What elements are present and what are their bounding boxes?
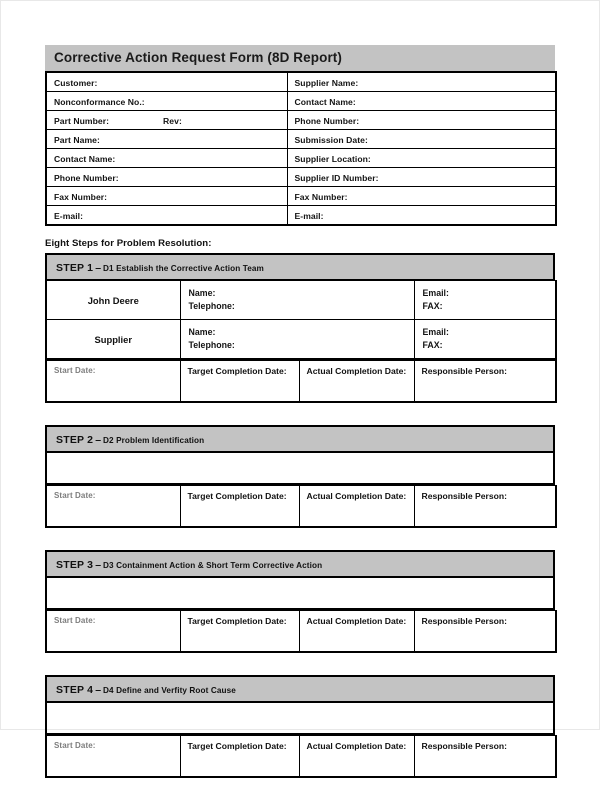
actual-completion-date-cell[interactable] xyxy=(299,361,414,403)
table-row xyxy=(46,736,556,778)
step-block-3 xyxy=(45,550,555,653)
label-text: Supplier Name: xyxy=(294,77,359,88)
step-1-title: D1 Establish the Corrective Action Team xyxy=(103,264,264,273)
step-2-freetext-table xyxy=(45,452,555,485)
responsible-person-label: Responsible Person: xyxy=(421,616,507,626)
eight-steps-caption: Eight Steps for Problem Resolution: xyxy=(45,238,212,249)
label-text: Fax Number: xyxy=(54,191,108,202)
field-label-phone-number-left[interactable] xyxy=(46,168,287,187)
target-completion-date-label: Target Completion Date: xyxy=(187,491,287,501)
label-text: Contact Name: xyxy=(54,153,116,164)
responsible-person-cell[interactable] xyxy=(414,486,556,528)
step-2-title: D2 Problem Identification xyxy=(103,436,205,445)
step-1-date-row xyxy=(45,360,557,403)
target-completion-date-cell[interactable] xyxy=(180,736,299,778)
target-completion-date-label: Target Completion Date: xyxy=(187,366,287,376)
step-2-number: STEP 2 xyxy=(56,434,94,446)
label-text: Phone Number: xyxy=(54,172,119,183)
telephone-label: Telephone: xyxy=(188,340,235,350)
step-1-dash: – xyxy=(95,262,102,274)
table-row xyxy=(46,130,556,149)
form-sheet xyxy=(45,45,555,800)
start-date-label: Start Date: xyxy=(54,366,96,375)
label-text: Nonconformance No.: xyxy=(54,96,145,107)
step-2-header xyxy=(45,425,555,452)
start-date-cell[interactable] xyxy=(46,611,180,653)
form-title: Corrective Action Request Form (8D Report) xyxy=(45,45,555,71)
actual-completion-date-label: Actual Completion Date: xyxy=(306,366,407,376)
step-block-2 xyxy=(45,425,555,528)
step-3-number: STEP 3 xyxy=(56,559,94,571)
table-row xyxy=(46,111,556,130)
table-row xyxy=(46,611,556,653)
table-row xyxy=(46,703,554,735)
email-label: Email: xyxy=(422,327,449,338)
field-label-contact-name[interactable] xyxy=(287,92,556,111)
step-4-title: D4 Define and Verfity Root Cause xyxy=(103,686,236,695)
actual-completion-date-label: Actual Completion Date: xyxy=(306,616,407,626)
start-date-cell[interactable] xyxy=(46,736,180,778)
target-completion-date-cell[interactable] xyxy=(180,486,299,528)
table-row xyxy=(46,168,556,187)
label-text: Customer: xyxy=(54,77,98,88)
table-row xyxy=(46,320,556,360)
actual-completion-date-label: Actual Completion Date: xyxy=(306,491,407,501)
step-4-date-row xyxy=(45,735,557,778)
step-3-date-row xyxy=(45,610,557,653)
header-info-table xyxy=(45,71,557,226)
contact-email-fax-john-deere[interactable] xyxy=(414,281,556,320)
responsible-person-cell[interactable] xyxy=(414,736,556,778)
contact-name-telephone-supplier[interactable] xyxy=(180,320,414,360)
responsible-person-label: Responsible Person: xyxy=(421,491,507,501)
actual-completion-date-cell[interactable] xyxy=(299,611,414,653)
name-label: Name: xyxy=(188,288,216,299)
label-text: E-mail: xyxy=(54,210,84,221)
field-label-contact-name-left[interactable] xyxy=(46,149,287,168)
field-label-supplier-name[interactable] xyxy=(287,72,556,92)
step-block-1 xyxy=(45,253,555,403)
field-label-nonconformance-no[interactable] xyxy=(46,92,287,111)
label-text: Contact Name: xyxy=(294,96,356,107)
actual-completion-date-cell[interactable] xyxy=(299,486,414,528)
step-2-date-row xyxy=(45,485,557,528)
field-label-part-name[interactable] xyxy=(46,130,287,149)
step-4-number: STEP 4 xyxy=(56,684,94,696)
step-3-title: D3 Containment Action & Short Term Corrective Action xyxy=(103,561,323,570)
contact-party-john-deere: John Deere xyxy=(46,281,180,320)
contact-party-supplier: Supplier xyxy=(46,320,180,360)
email-label: Email: xyxy=(422,288,449,299)
step-3-dash: – xyxy=(95,559,102,571)
field-label-submission-date[interactable] xyxy=(287,130,556,149)
table-row xyxy=(46,453,554,485)
table-row xyxy=(46,206,556,226)
step-3-freetext-table xyxy=(45,577,555,610)
table-row xyxy=(46,486,556,528)
table-row xyxy=(46,149,556,168)
responsible-person-cell[interactable] xyxy=(414,361,556,403)
field-label-rev: Rev: xyxy=(163,115,182,126)
table-row xyxy=(46,361,556,403)
responsible-person-cell[interactable] xyxy=(414,611,556,653)
table-row xyxy=(46,578,554,610)
actual-completion-date-label: Actual Completion Date: xyxy=(306,741,407,751)
step-1-number: STEP 1 xyxy=(56,262,94,274)
label-text: Part Number: xyxy=(54,115,110,126)
step-1-contacts-table xyxy=(45,280,557,360)
field-label-supplier-id-number[interactable] xyxy=(287,168,556,187)
target-completion-date-cell[interactable] xyxy=(180,361,299,403)
start-date-label: Start Date: xyxy=(54,741,96,750)
table-row xyxy=(46,72,556,92)
fax-label: FAX: xyxy=(422,340,443,350)
name-label: Name: xyxy=(188,327,216,338)
step-4-header xyxy=(45,675,555,702)
field-label-part-number[interactable] xyxy=(46,111,287,130)
responsible-person-label: Responsible Person: xyxy=(421,741,507,751)
label-text: Submission Date: xyxy=(294,134,368,145)
step-2-freetext-area[interactable] xyxy=(46,453,554,485)
step-3-header xyxy=(45,550,555,577)
step-4-freetext-area[interactable] xyxy=(46,703,554,735)
field-label-email-left[interactable] xyxy=(46,206,287,226)
target-completion-date-cell[interactable] xyxy=(180,611,299,653)
responsible-person-label: Responsible Person: xyxy=(421,366,507,376)
field-label-customer[interactable] xyxy=(46,72,287,92)
actual-completion-date-cell[interactable] xyxy=(299,736,414,778)
contact-name-telephone-john-deere[interactable] xyxy=(180,281,414,320)
label-text: Part Name: xyxy=(54,134,100,145)
contact-email-fax-supplier[interactable] xyxy=(414,320,556,360)
target-completion-date-label: Target Completion Date: xyxy=(187,741,287,751)
label-text: Fax Number: xyxy=(294,191,348,202)
fax-label: FAX: xyxy=(422,301,443,311)
telephone-label: Telephone: xyxy=(188,301,235,311)
start-date-cell[interactable] xyxy=(46,361,180,403)
label-text: Supplier ID Number: xyxy=(294,172,379,183)
start-date-label: Start Date: xyxy=(54,491,96,500)
table-row xyxy=(46,92,556,111)
label-text: E-mail: xyxy=(294,210,324,221)
field-label-supplier-location[interactable] xyxy=(287,149,556,168)
field-label-email-right[interactable] xyxy=(287,206,556,226)
field-label-fax-number-left[interactable] xyxy=(46,187,287,206)
field-label-fax-number-right[interactable] xyxy=(287,187,556,206)
field-label-phone-number[interactable] xyxy=(287,111,556,130)
step-block-4 xyxy=(45,675,555,778)
step-4-dash: – xyxy=(95,684,102,696)
start-date-cell[interactable] xyxy=(46,486,180,528)
label-text: Phone Number: xyxy=(294,115,360,126)
target-completion-date-label: Target Completion Date: xyxy=(187,616,287,626)
step-2-dash: – xyxy=(95,434,102,446)
step-3-freetext-area[interactable] xyxy=(46,578,554,610)
step-1-header xyxy=(45,253,555,280)
label-text: Supplier Location: xyxy=(294,153,371,164)
step-4-freetext-table xyxy=(45,702,555,735)
table-row xyxy=(46,281,556,320)
table-row xyxy=(46,187,556,206)
start-date-label: Start Date: xyxy=(54,616,96,625)
